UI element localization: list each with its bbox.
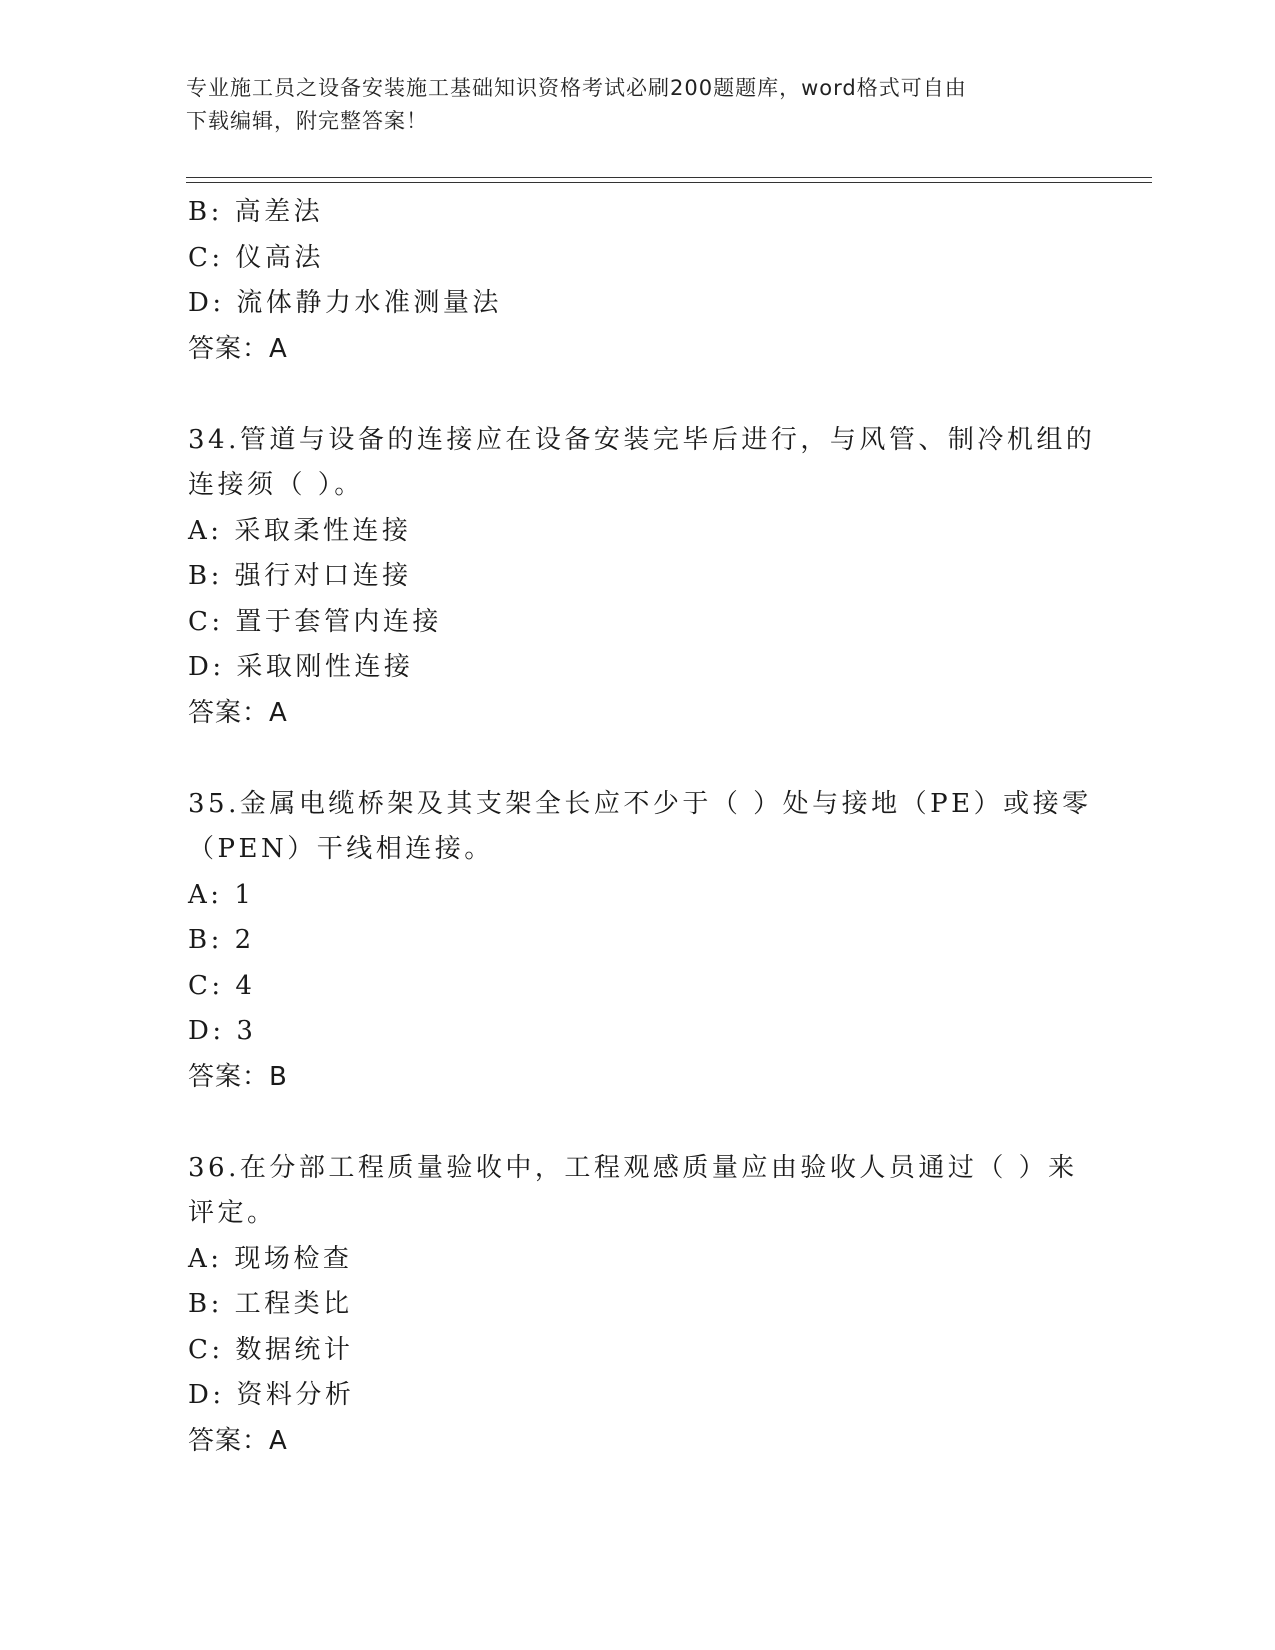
option-label: D: <box>188 288 225 318</box>
option-d <box>188 645 1088 691</box>
option-text: 资料分析 <box>236 1380 355 1410</box>
option-a <box>188 873 1088 919</box>
option-text: 仪高法 <box>235 242 324 273</box>
option-label: B: <box>188 197 223 227</box>
option-label: B: <box>188 925 223 955</box>
question-34 <box>188 418 1096 737</box>
option-c <box>188 600 1088 646</box>
option-d <box>188 1009 1088 1055</box>
option-b <box>188 190 1088 236</box>
question-stem-line-2: （PEN）干线相连接。 <box>188 834 494 864</box>
option-b <box>188 918 1088 964</box>
option-text: 2 <box>234 925 255 955</box>
question-stem-line-2: 连接须（ ）。 <box>188 470 364 500</box>
option-label: C: <box>188 242 224 273</box>
question-stem-line-1: 36.在分部工程质量验收中，工程观感质量应由验收人员通过（ ）来 <box>188 1152 1078 1183</box>
option-a <box>188 509 1088 555</box>
option-label: C: <box>188 606 224 637</box>
option-label: D: <box>188 652 225 682</box>
option-text: 高差法 <box>234 197 324 227</box>
header-line-2: 下载编辑，附完整答案！ <box>186 109 428 133</box>
option-label: C: <box>188 1334 224 1365</box>
question-35 <box>188 782 1092 1101</box>
option-label: A: <box>188 879 223 910</box>
option-label: C: <box>188 970 224 1001</box>
option-text: 置于套管内连接 <box>235 606 442 637</box>
option-label: A: <box>188 1243 223 1274</box>
option-text: 现场检查 <box>234 1243 353 1274</box>
header-rule-top <box>186 177 1152 178</box>
option-text: 强行对口连接 <box>234 561 412 591</box>
option-text: 1 <box>234 879 255 910</box>
option-label: B: <box>188 561 223 591</box>
option-text: 3 <box>236 1016 257 1046</box>
header-line-1: 专业施工员之设备安装施工基础知识资格考试必刷200题题库，word格式可自由 <box>186 76 967 100</box>
option-label: B: <box>188 1289 223 1319</box>
option-a <box>188 1237 1088 1283</box>
option-d <box>188 1373 1088 1419</box>
answer-line: 答案：A <box>188 1425 288 1456</box>
option-label: D: <box>188 1380 225 1410</box>
option-text: 数据统计 <box>235 1334 354 1365</box>
question-stem-line-1: 35.金属电缆桥架及其支架全长应不少于（ ）处与接地（PE）或接零 <box>188 788 1092 819</box>
question-stem-line-1: 34.管道与设备的连接应在设备安装完毕后进行，与风管、制冷机组的 <box>188 424 1096 455</box>
question-33-continuation <box>188 190 1088 372</box>
question-36 <box>188 1146 1088 1465</box>
question-stem-line-2: 评定。 <box>188 1198 277 1228</box>
header-rule-bottom <box>186 182 1152 183</box>
option-b <box>188 554 1088 600</box>
option-text: 4 <box>235 970 256 1001</box>
answer-line: 答案：B <box>188 1061 288 1092</box>
answer-line: 答案：A <box>188 697 288 728</box>
option-d <box>188 281 1088 327</box>
option-label: D: <box>188 1016 225 1046</box>
option-text: 工程类比 <box>234 1289 353 1319</box>
question-list <box>188 190 1096 1464</box>
option-c <box>188 964 1088 1010</box>
document-header <box>186 72 1086 138</box>
option-text: 采取柔性连接 <box>234 515 412 546</box>
option-label: A: <box>188 515 223 546</box>
option-text: 流体静力水准测量法 <box>236 288 502 318</box>
option-c <box>188 1328 1088 1374</box>
option-c <box>188 236 1088 282</box>
answer-line: 答案：A <box>188 333 288 364</box>
option-b <box>188 1282 1088 1328</box>
option-text: 采取刚性连接 <box>236 652 414 682</box>
